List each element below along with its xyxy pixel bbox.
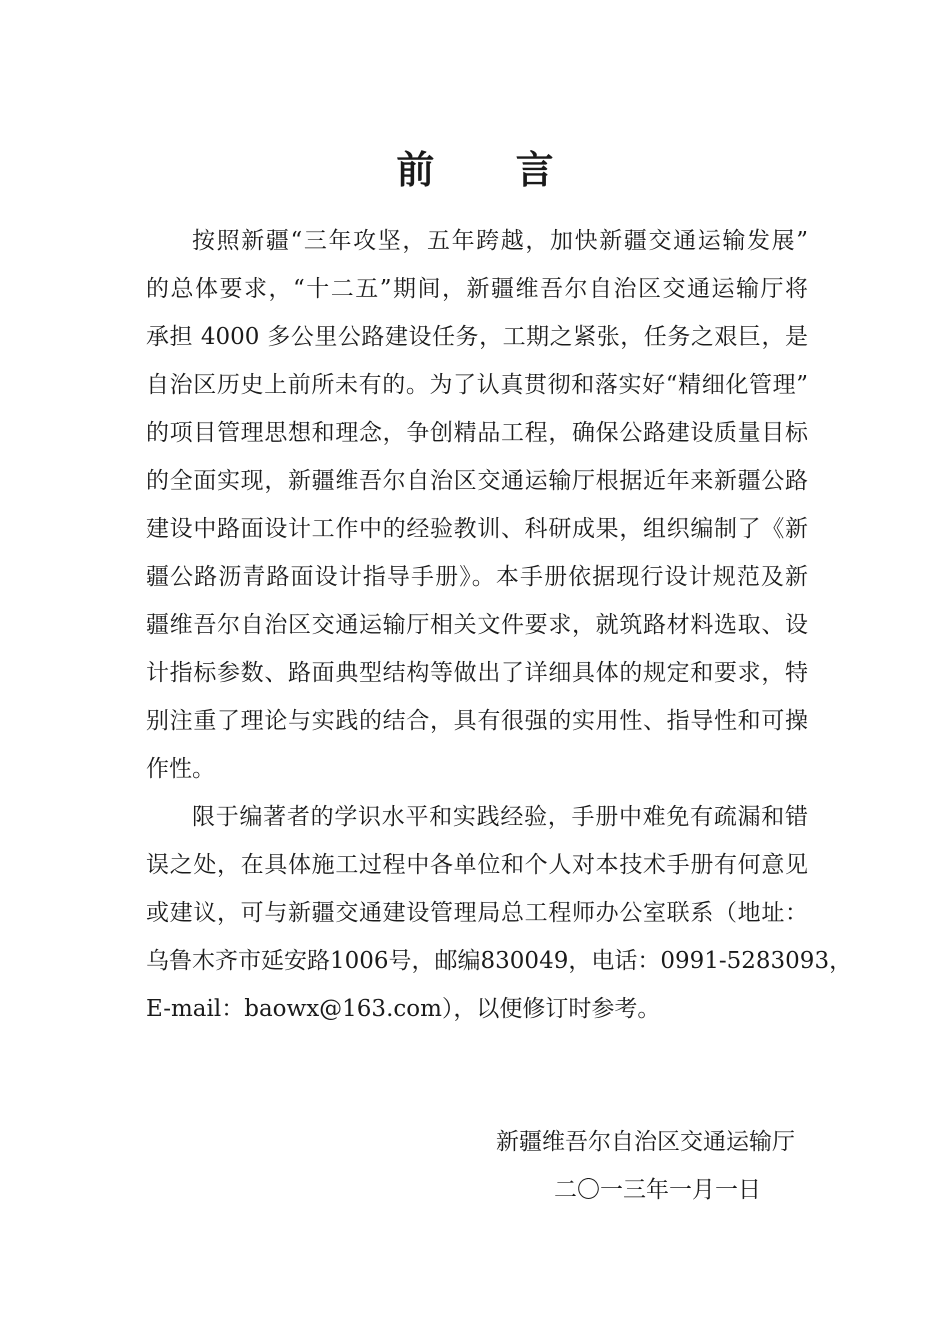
paragraph-line: 乌鲁木齐市延安路1006号，邮编830049，电话：0991-5283093， bbox=[146, 948, 853, 974]
paragraph-line: 按照新疆“三年攻坚，五年跨越，加快新疆交通运输发展” bbox=[192, 228, 808, 254]
signature-date: 二〇一三年一月一日 bbox=[554, 1177, 761, 1203]
paragraph-2 bbox=[146, 793, 853, 1033]
paragraph-line: 自治区历史上前所未有的。为了认真贯彻和落实好“精细化管理” bbox=[146, 372, 808, 398]
paragraph-line: 建设中路面设计工作中的经验教训、科研成果，组织编制了《新 bbox=[146, 516, 808, 542]
paragraph-line: 的项目管理思想和理念，争创精品工程，确保公路建设质量目标 bbox=[146, 420, 808, 446]
paragraph-1 bbox=[146, 217, 808, 793]
paragraph-line: 或建议，可与新疆交通建设管理局总工程师办公室联系（地址： bbox=[146, 900, 808, 926]
paragraph-line: E-mail：baowx@163.com），以便修订时参考。 bbox=[146, 996, 661, 1022]
paragraph-line: 误之处，在具体施工过程中各单位和个人对本技术手册有何意见 bbox=[146, 852, 808, 878]
paragraph-line: 计指标参数、路面典型结构等做出了详细具体的规定和要求，特 bbox=[146, 660, 808, 686]
page-title: 前 言 bbox=[396, 147, 588, 192]
paragraph-line: 的全面实现，新疆维吾尔自治区交通运输厅根据近年来新疆公路 bbox=[146, 468, 808, 494]
paragraph-line: 疆维吾尔自治区交通运输厅相关文件要求，就筑路材料选取、设 bbox=[146, 612, 808, 638]
paragraph-line: 别注重了理论与实践的结合，具有很强的实用性、指导性和可操 bbox=[146, 708, 808, 734]
paragraph-line: 疆公路沥青路面设计指导手册》。本手册依据现行设计规范及新 bbox=[146, 564, 808, 590]
signature-organization: 新疆维吾尔自治区交通运输厅 bbox=[496, 1129, 795, 1155]
paragraph-line: 作性。 bbox=[146, 756, 215, 782]
paragraph-line: 的总体要求，“十二五”期间，新疆维吾尔自治区交通运输厅将 bbox=[146, 276, 808, 302]
paragraph-line: 限于编著者的学识水平和实践经验，手册中难免有疏漏和错 bbox=[192, 804, 808, 830]
paragraph-line: 承担 4000 多公里公路建设任务，工期之紧张，任务之艰巨，是 bbox=[146, 324, 808, 350]
